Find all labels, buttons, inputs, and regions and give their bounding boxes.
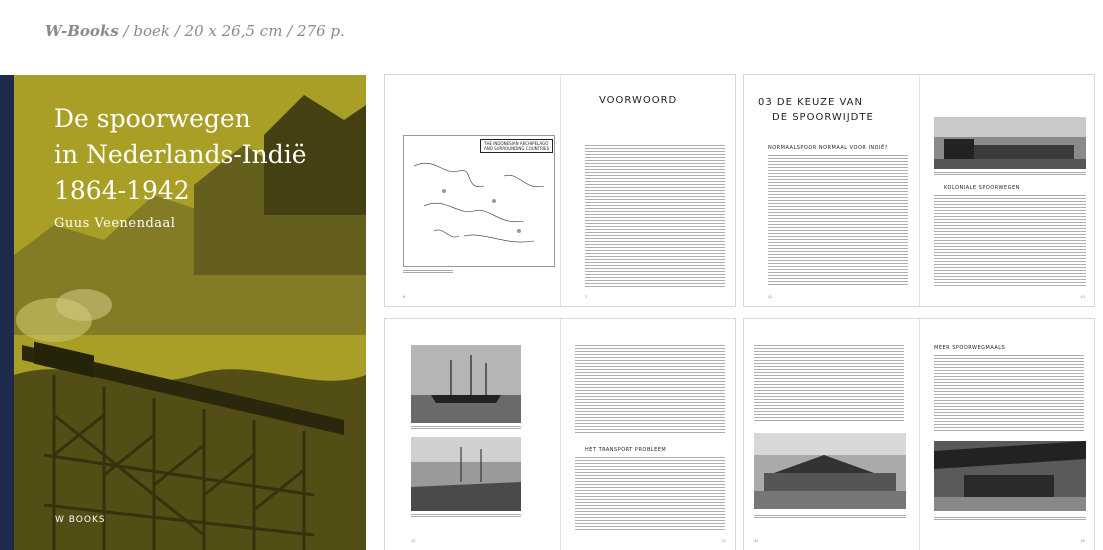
- shed-photo: [934, 441, 1086, 511]
- harbour-photo: [411, 437, 521, 511]
- chapter-heading-line: DE SPOORWIJDTE: [772, 112, 874, 123]
- page-transport: HET TRANSPORT PROBLEEM 21: [561, 319, 736, 550]
- body-text: [768, 155, 908, 287]
- page-map: THE INDONESIAN ARCHIPELAGO AND SURROUNDING COUNTRIES 6: [385, 75, 560, 306]
- spread-spoorwegmaals: [744, 319, 1094, 550]
- book-details: / boek / 20 x 26,5 cm / 276 p.: [118, 22, 345, 40]
- section-subhead: NORMAALSPOOR NORMAAL VOOR INDIË?: [768, 145, 888, 151]
- page-caption: [45, 22, 345, 40]
- section-subhead: MEER SPOORWEGMAALS: [934, 345, 1006, 351]
- body-text: [754, 345, 904, 423]
- map-label-line: THE INDONESIAN ARCHIPELAGO: [484, 141, 549, 146]
- cover-title-line: in Nederlands-Indië: [54, 140, 307, 169]
- page-koloniale: KOLONIALE SPOORWEGEN 43: [920, 75, 1095, 306]
- body-text: [575, 345, 725, 433]
- chapter-heading-line: 03 DE KEUZE VAN: [758, 97, 863, 108]
- map-image: [403, 135, 555, 267]
- page-voorwoord: VOORWOORD 7: [561, 75, 736, 306]
- map-label: [480, 139, 553, 153]
- section-subhead: KOLONIALE SPOORWEGEN: [944, 185, 1020, 191]
- brand-name: W-Books: [45, 22, 119, 40]
- map-label-line: AND SURROUNDING COUNTRIES: [484, 146, 550, 151]
- section-subhead: HET TRANSPORT PROBLEEM: [585, 447, 667, 453]
- body-text: [585, 145, 725, 287]
- spread-spoorwijdte: [744, 75, 1094, 306]
- cover-title-line: De spoorwegen: [54, 104, 251, 133]
- page-station: 44: [744, 319, 919, 550]
- body-text: [575, 457, 725, 531]
- book-spine: [0, 75, 14, 550]
- station-photo: [754, 433, 906, 509]
- page-chapter-3: 03 DE KEUZE VAN DE SPOORWIJDTE NORMAALSPOOR NORMAAL VOOR INDIË? 42: [744, 75, 919, 306]
- ship-photo: [411, 345, 521, 423]
- cover-title-line: 1864-1942: [54, 176, 190, 205]
- train-photo: [934, 117, 1086, 169]
- chapter-heading: VOORWOORD: [599, 95, 678, 106]
- body-text: [934, 195, 1086, 287]
- page-photos: 20: [385, 319, 560, 550]
- publisher-logo: W BOOKS: [55, 515, 106, 525]
- body-text: [934, 355, 1084, 431]
- spread-transport: [385, 319, 735, 550]
- spread-voorwoord: [385, 75, 735, 306]
- page-spoorwegmaals: MEER SPOORWEGMAALS 45: [934, 345, 1085, 543]
- cover-title: [54, 101, 307, 209]
- chapter-heading: [758, 95, 874, 125]
- cover-author: Guus Veenendaal: [54, 216, 176, 231]
- book-cover: [0, 75, 366, 550]
